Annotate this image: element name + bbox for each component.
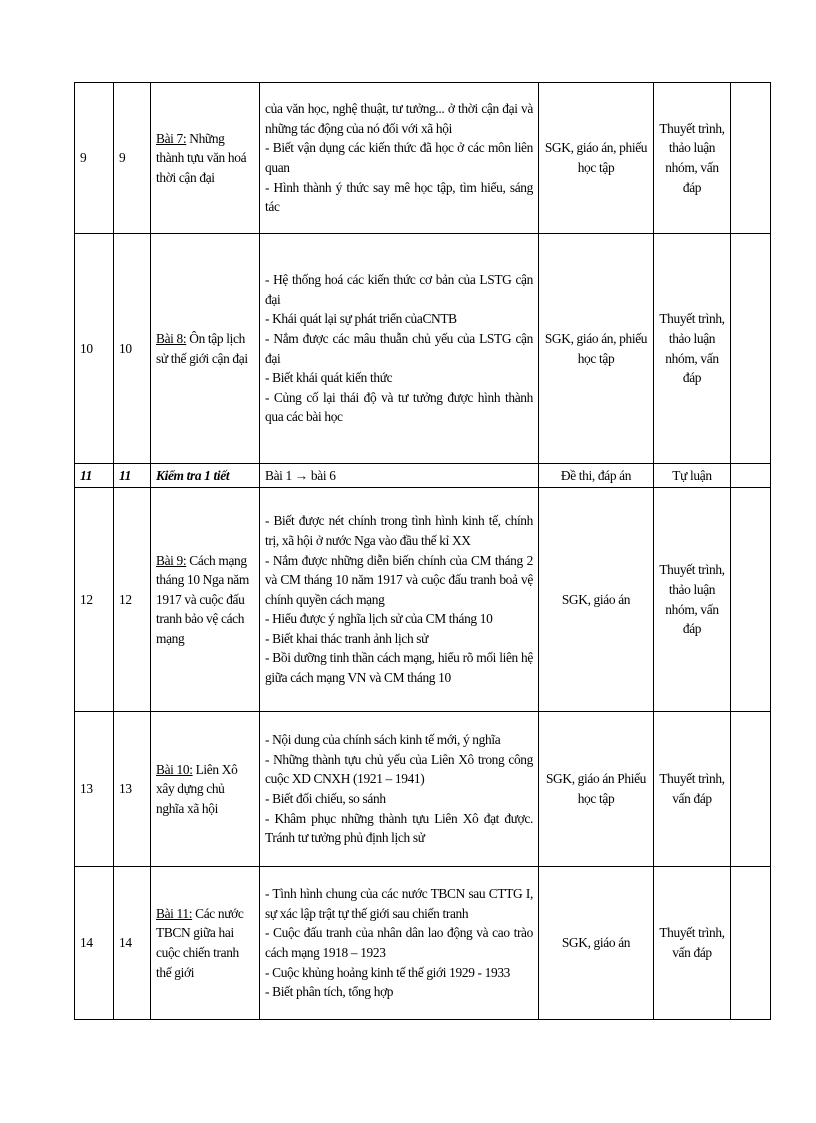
materials-cell: SGK, giáo án Phiếu học tập [539, 712, 654, 867]
method-cell: Thuyết trình, thảo luận nhóm, vấn đáp [654, 234, 731, 464]
method-cell: Thuyết trình, thảo luận nhóm, vấn đáp [654, 83, 731, 234]
notes-cell [731, 464, 771, 488]
method-cell: Thuyết trình, vấn đáp [654, 712, 731, 867]
content-line: - Hình thành ý thức say mê học tập, tìm hiểu, sáng tác [265, 179, 533, 215]
lesson-title: Liên Xô xây dựng chủ nghĩa xã hội [156, 761, 238, 816]
lesson-title: Cách mạng tháng 10 Nga năm 1917 và cuộc đấu tranh bảo vệ cách mạng [156, 552, 249, 646]
content-cell [260, 488, 539, 712]
week-cell: 14 [114, 867, 151, 1020]
table-row [75, 234, 771, 464]
lesson-number: Bài 8: [156, 330, 187, 346]
materials-cell: Đề thi, đáp án [539, 464, 654, 488]
content-line: - Hệ thống hoá các kiến thức cơ bản của LSTG cận đại [265, 272, 533, 307]
content-line: - Biết phân tích, tổng hợp [265, 984, 394, 1000]
lesson-title: Ôn tập lịch sử thế giới cận đại [156, 330, 248, 366]
content-cell [260, 234, 539, 464]
content-line: của văn học, nghệ thuật, tư tưởng... ở thời cận đại và những tác động của nó đối với xã hội [265, 101, 533, 136]
notes-cell [731, 712, 771, 867]
period-cell: 11 [75, 464, 114, 488]
lesson-number: Bài 7: [156, 130, 187, 146]
content-line: - Những thành tựu chủ yếu của Liên Xô trong công cuộc XD CNXH (1921 – 1941) [265, 751, 533, 787]
lesson-cell [151, 488, 260, 712]
content-line: - Biết khái quát kiến thức [265, 370, 393, 386]
materials-cell: SGK, giáo án [539, 488, 654, 712]
content-cell [260, 83, 539, 234]
period-cell: 9 [75, 83, 114, 234]
week-cell: 12 [114, 488, 151, 712]
content-line: - Khâm phục những thành tựu Liên Xô đạt được. Tránh tư tưởng phủ định lịch sử [265, 810, 533, 846]
content-cell [260, 464, 539, 488]
period-cell: 10 [75, 234, 114, 464]
lesson-cell [151, 83, 260, 234]
content-line: - Khái quát lại sự phát triển củaCNTB [265, 311, 457, 327]
lesson-number: Bài 11: [156, 905, 193, 921]
notes-cell [731, 488, 771, 712]
period-cell: 12 [75, 488, 114, 712]
period-cell: 14 [75, 867, 114, 1020]
week-cell: 13 [114, 712, 151, 867]
content-line: - Biết vận dụng các kiến thức đã học ở các môn liên quan [265, 140, 533, 175]
week-cell: 11 [114, 464, 151, 488]
content-line: - Củng cố lại thái độ và tư tưởng được hình thành qua các bài học [265, 389, 533, 425]
content-cell [260, 867, 539, 1020]
content-line: - Cuộc khủng hoảng kinh tế thế giới 1929 - 1933 [265, 964, 511, 980]
period-cell: 13 [75, 712, 114, 867]
content-line: - Nắm được những diễn biến chính của CM tháng 2 và CM tháng 10 năm 1917 và cuộc đấu tranh boả vệ chính quyền cách mạng [265, 552, 533, 607]
table-row [75, 83, 771, 234]
content-line: - Tình hình chung của các nước TBCN sau CTTG I, sự xác lập trật tự thế giới sau chiến tranh [265, 886, 533, 921]
lesson-title: Các nước TBCN giữa hai cuộc chiến tranh thế giới [156, 905, 244, 980]
lesson-cell [151, 464, 260, 488]
lesson-title: Những thành tựu văn hoá thời cận đại [156, 130, 247, 185]
method-cell: Thuyết trình, vấn đáp [654, 867, 731, 1020]
lesson-cell [151, 712, 260, 867]
content-line: Bài 1 → bài 6 [265, 467, 336, 483]
table-row [75, 712, 771, 867]
lesson-plan-table [74, 82, 771, 1020]
content-cell [260, 712, 539, 867]
content-line: - Hiểu được ý nghĩa lịch sử của CM tháng 10 [265, 611, 493, 627]
lesson-cell [151, 867, 260, 1020]
notes-cell [731, 867, 771, 1020]
content-line: - Nội dung của chính sách kinh tế mới, ý nghĩa [265, 732, 501, 748]
week-cell: 10 [114, 234, 151, 464]
table-row [75, 488, 771, 712]
table-row-exam [75, 464, 771, 488]
notes-cell [731, 234, 771, 464]
lesson-title: Kiểm tra 1 tiết [156, 467, 230, 483]
method-cell: Thuyết trình, thảo luận nhóm, vấn đáp [654, 488, 731, 712]
content-line: - Cuộc đấu tranh của nhân dân lao động và cao trào cách mạng 1918 – 1923 [265, 925, 533, 960]
lesson-cell [151, 234, 260, 464]
content-line: - Biết khai thác tranh ảnh lịch sử [265, 630, 429, 646]
materials-cell: SGK, giáo án, phiếu học tập [539, 234, 654, 464]
notes-cell [731, 83, 771, 234]
lesson-number: Bài 9: [156, 552, 187, 568]
table-row [75, 867, 771, 1020]
method-cell: Tự luận [654, 464, 731, 488]
content-line: - Nắm được các mâu thuẫn chủ yếu của LSTG cận đại [265, 330, 533, 366]
materials-cell: SGK, giáo án, phiếu học tập [539, 83, 654, 234]
materials-cell: SGK, giáo án [539, 867, 654, 1020]
content-line: - Biết đối chiếu, so sánh [265, 791, 386, 806]
week-cell: 9 [114, 83, 151, 234]
content-line: - Biết được nét chính trong tình hình kinh tế, chính trị, xã hội ở nước Nga vào đầu thế kỉ XX [265, 513, 533, 548]
content-line: - Bồi dưỡng tinh thần cách mạng, hiểu rõ mối liên hệ giữa cách mạng VN và CM tháng 10 [265, 650, 533, 686]
lesson-number: Bài 10: [156, 761, 193, 777]
